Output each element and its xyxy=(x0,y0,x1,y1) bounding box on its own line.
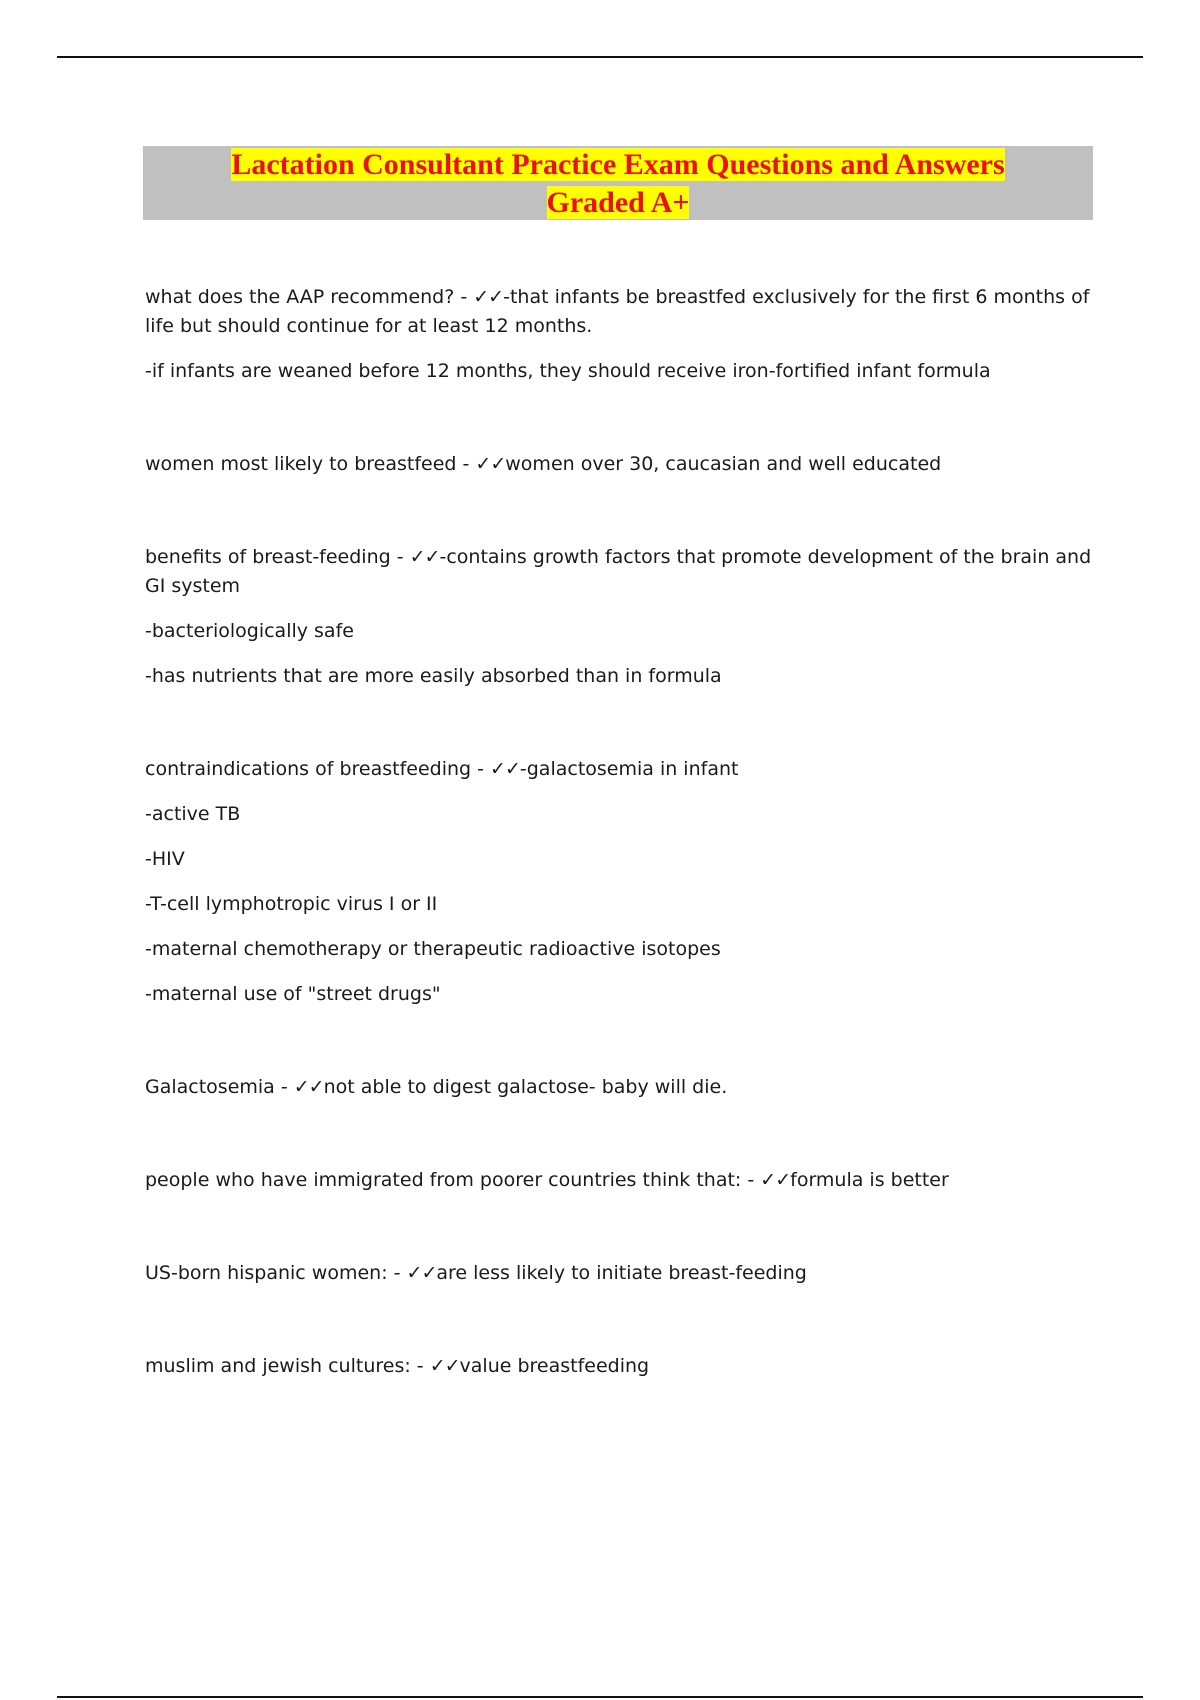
qa-line xyxy=(145,543,1095,601)
answer-extra-line: -T-cell lymphotropic virus I or II xyxy=(145,893,438,915)
double-check-icon: ✓✓ xyxy=(409,546,440,568)
answer-text: not able to digest galactose- baby will die. xyxy=(323,1076,728,1098)
answer-extra-line: -maternal chemotherapy or therapeutic radioactive isotopes xyxy=(145,938,721,960)
title-highlight-2: Graded A+ xyxy=(546,186,690,219)
qa-line xyxy=(145,1166,1095,1195)
qa-line xyxy=(145,1352,1095,1381)
question-text: what does the AAP recommend? - xyxy=(145,286,474,308)
document-title-banner xyxy=(143,146,1093,220)
qa-line xyxy=(145,450,1095,479)
answer-text: -contains growth factors that promote development of the brain and GI system xyxy=(145,546,1092,597)
answer-extra-line: -bacteriologically safe xyxy=(145,620,354,642)
question-text: Galactosemia - xyxy=(145,1076,294,1098)
qa-list xyxy=(145,283,1095,1381)
footer-rule xyxy=(57,1696,1143,1698)
qa-line xyxy=(145,1259,1095,1288)
qa-line xyxy=(145,283,1095,341)
title-highlight-1: Lactation Consultant Practice Exam Questions and Answers xyxy=(231,148,1005,181)
double-check-icon: ✓✓ xyxy=(429,1355,460,1377)
answer-extra-line: -if infants are weaned before 12 months, they should receive iron-fortified infant formula xyxy=(145,360,991,382)
answer-extra-line: -HIV xyxy=(145,848,185,870)
question-text: benefits of breast-feeding - xyxy=(145,546,410,568)
answer-text: -galactosemia in infant xyxy=(519,758,739,780)
qa-item xyxy=(145,283,1095,386)
header-rule xyxy=(57,56,1143,58)
document-title-line-2 xyxy=(143,184,1093,222)
question-text: muslim and jewish cultures: - xyxy=(145,1355,430,1377)
question-text: contraindications of breastfeeding - xyxy=(145,758,491,780)
question-text: people who have immigrated from poorer countries think that: - xyxy=(145,1169,761,1191)
qa-item xyxy=(145,1259,1095,1288)
answer-extra-line: -maternal use of "street drugs" xyxy=(145,983,441,1005)
answer-text: women over 30, caucasian and well educated xyxy=(505,453,942,475)
qa-item xyxy=(145,1352,1095,1381)
question-text: US-born hispanic women: - xyxy=(145,1262,407,1284)
answer-text: are less likely to initiate breast-feeding xyxy=(436,1262,807,1284)
answer-extra-line: -active TB xyxy=(145,803,241,825)
question-text: women most likely to breastfeed - xyxy=(145,453,476,475)
qa-item xyxy=(145,543,1095,691)
qa-item xyxy=(145,1166,1095,1195)
answer-text: formula is better xyxy=(790,1169,949,1191)
double-check-icon: ✓✓ xyxy=(293,1076,324,1098)
double-check-icon: ✓✓ xyxy=(490,758,520,780)
qa-line xyxy=(145,1073,1095,1102)
double-check-icon: ✓✓ xyxy=(473,286,504,308)
answer-extra-line: -has nutrients that are more easily absorbed than in formula xyxy=(145,665,722,687)
qa-item xyxy=(145,450,1095,479)
qa-item xyxy=(145,755,1095,1009)
double-check-icon: ✓✓ xyxy=(475,453,506,475)
document-title-line-1 xyxy=(143,146,1093,184)
double-check-icon: ✓✓ xyxy=(406,1262,437,1284)
answer-text: -that infants be breastfed exclusively for the first 6 months of life but should continue for at least 12 months. xyxy=(145,286,1090,337)
qa-line xyxy=(145,755,1095,784)
double-check-icon: ✓✓ xyxy=(760,1169,791,1191)
answer-text: value breastfeeding xyxy=(459,1355,650,1377)
qa-item xyxy=(145,1073,1095,1102)
